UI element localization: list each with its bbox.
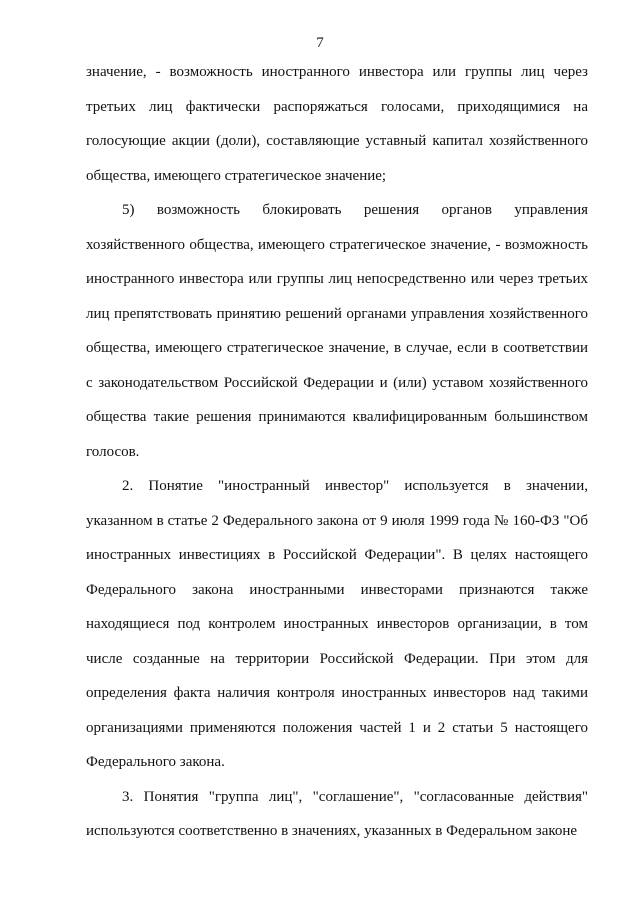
page-number: 7 <box>316 35 324 51</box>
document-body <box>86 55 588 849</box>
paragraph-item-5: 5) возможность блокировать решения органов управления хозяйственного общества, имеющего стратегическое значение, - возможность иностранного инвестора или группы лиц непосредственно или через третьих лиц препятствовать принятию решений органами управления хозяйственного общества, имеющего стратегическое значение, в случае, если в соответствии с законодательством Российской Федерации и (или) уставом хозяйственного общества такие решения принимаются квалифицированным большинством голосов. <box>86 202 588 460</box>
paragraph-continuation: значение, - возможность иностранного инвестора или группы лиц через третьих лиц фактически распоряжаться голосами, приходящимися на голосующие акции (доли), составляющие уставный капитал хозяйственного общества, имеющего стратегическое значение; <box>86 64 588 184</box>
paragraph-part-3: 3. Понятия "группа лиц", "соглашение", "согласованные действия" используются соответственно в значениях, указанных в Федеральном законе <box>86 788 588 839</box>
paragraph-part-2: 2. Понятие "иностранный инвестор" используется в значении, указанном в статье 2 Федерального закона от 9 июля 1999 года № 160-ФЗ "Об иностранных инвестициях в Российской Федерации". В целях настоящего Федерального закона иностранными инвесторами признаются также находящиеся под контролем иностранных инвесторов организации, в том числе созданные на территории Российской Федерации. При этом для определения факта наличия контроля иностранных инвесторов над такими организациями применяются положения частей 1 и 2 статьи 5 настоящего Федерального закона. <box>86 478 588 770</box>
